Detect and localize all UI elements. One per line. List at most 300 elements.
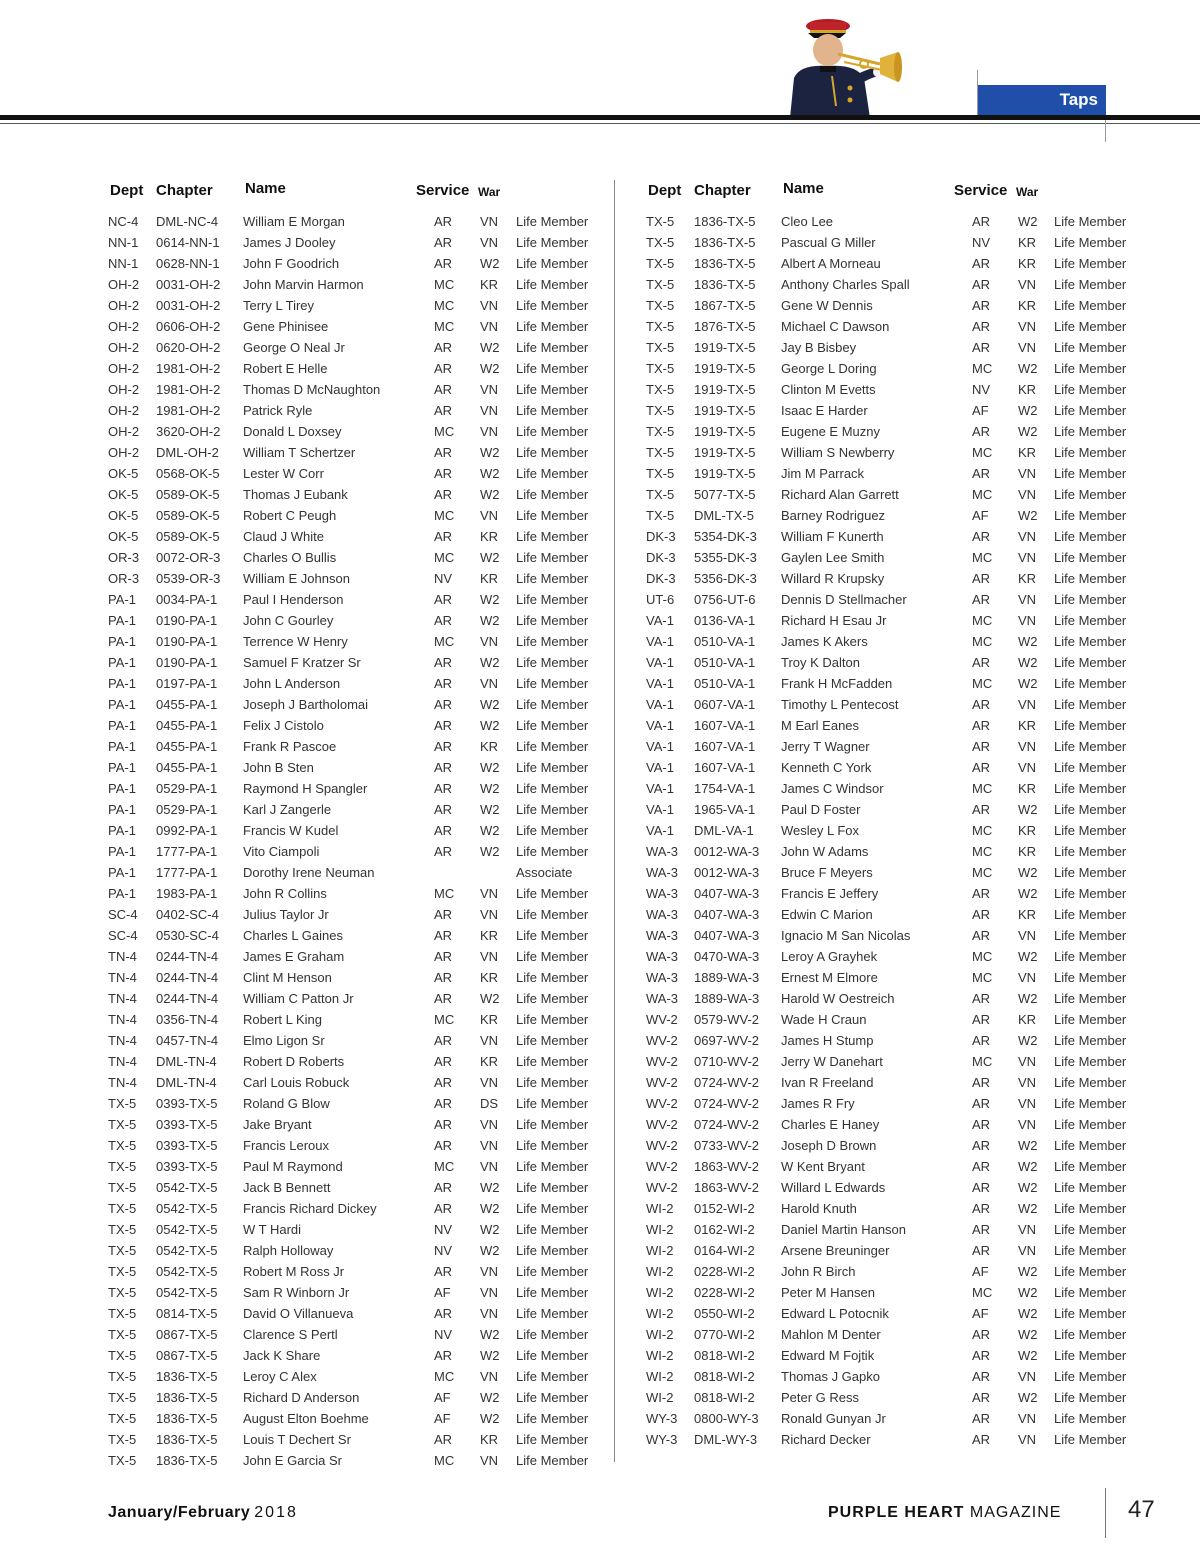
member-chapter: 3620-OH-2	[156, 424, 221, 439]
member-service: AF	[972, 403, 989, 418]
member-war: KR	[480, 529, 499, 544]
member-chapter: 1981-OH-2	[156, 361, 221, 376]
member-status: Life Member	[1054, 718, 1127, 733]
member-service: AR	[434, 256, 453, 271]
member-service: AR	[434, 823, 453, 838]
member-dept: TN-4	[108, 970, 137, 985]
member-dept: TX-5	[646, 508, 675, 523]
member-service: AR	[434, 445, 453, 460]
member-dept: PA-1	[108, 655, 136, 670]
member-status: Life Member	[1054, 1432, 1127, 1447]
member-dept: WI-2	[646, 1369, 674, 1384]
member-war: W2	[1018, 802, 1038, 817]
member-dept: WI-2	[646, 1327, 674, 1342]
member-chapter: 0606-OH-2	[156, 319, 221, 334]
member-dept: TX-5	[646, 487, 675, 502]
member-name: Edward L Potocnik	[781, 1306, 889, 1321]
member-war: VN	[480, 886, 499, 901]
member-status: Life Member	[516, 1306, 589, 1321]
member-name: Francis Leroux	[243, 1138, 329, 1153]
member-name: Albert A Morneau	[781, 256, 881, 271]
member-war: VN	[480, 298, 499, 313]
member-war: VN	[480, 1369, 499, 1384]
member-service: AR	[434, 235, 453, 250]
member-chapter: 0550-WI-2	[694, 1306, 755, 1321]
member-name: Mahlon M Denter	[781, 1327, 881, 1342]
member-name: Kenneth C York	[781, 760, 872, 775]
member-service: AR	[434, 991, 453, 1006]
member-chapter: DML-TN-4	[156, 1075, 217, 1090]
member-war: W2	[1018, 1264, 1038, 1279]
member-status: Life Member	[516, 424, 589, 439]
member-status: Life Member	[516, 1348, 589, 1363]
member-dept: OH-2	[108, 277, 140, 292]
member-service: AR	[972, 907, 991, 922]
member-status: Life Member	[1054, 823, 1127, 838]
member-chapter: 0814-TX-5	[156, 1306, 218, 1321]
member-war: W2	[1018, 508, 1038, 523]
member-chapter: 0800-WY-3	[694, 1411, 759, 1426]
member-dept: PA-1	[108, 823, 136, 838]
member-status: Life Member	[1054, 592, 1127, 607]
member-status: Life Member	[1054, 613, 1127, 628]
member-name: Clarence S Pertl	[243, 1327, 338, 1342]
member-dept: TX-5	[646, 277, 675, 292]
issue-month: January/February	[108, 1504, 251, 1521]
member-dept: TX-5	[108, 1327, 137, 1342]
member-status: Life Member	[516, 844, 589, 859]
member-chapter: 1983-PA-1	[156, 886, 218, 901]
member-name: John F Goodrich	[243, 256, 340, 271]
member-war: VN	[1018, 592, 1037, 607]
member-chapter: 0470-WA-3	[694, 949, 760, 964]
member-name: Samuel F Kratzer Sr	[243, 655, 361, 670]
member-status: Life Member	[516, 214, 589, 229]
member-status: Life Member	[1054, 1348, 1127, 1363]
member-service: AR	[972, 697, 991, 712]
member-status: Life Member	[1054, 739, 1127, 754]
member-dept: TX-5	[108, 1159, 137, 1174]
member-status: Life Member	[1054, 865, 1127, 880]
member-war: VN	[480, 403, 499, 418]
member-name: John W Adams	[781, 844, 869, 859]
member-status: Life Member	[516, 1096, 589, 1111]
member-war: KR	[1018, 844, 1037, 859]
member-name: Barney Rodriguez	[781, 508, 886, 523]
member-status: Life Member	[1054, 781, 1127, 796]
member-chapter: DML-VA-1	[694, 823, 754, 838]
member-name: Wesley L Fox	[781, 823, 860, 838]
member-name: Willard L Edwards	[781, 1180, 886, 1195]
member-service: AR	[434, 214, 453, 229]
member-dept: PA-1	[108, 592, 136, 607]
member-service: AR	[434, 1117, 453, 1132]
member-name: Lester W Corr	[243, 466, 324, 481]
member-war: W2	[1018, 676, 1038, 691]
member-name: John C Gourley	[243, 613, 334, 628]
member-war: VN	[480, 1033, 499, 1048]
member-status: Life Member	[516, 277, 589, 292]
member-status: Life Member	[1054, 1075, 1127, 1090]
member-chapter: 0818-WI-2	[694, 1369, 755, 1384]
member-status: Life Member	[516, 823, 589, 838]
member-war: W2	[480, 550, 500, 565]
member-chapter: 1981-OH-2	[156, 403, 221, 418]
member-dept: TX-5	[646, 340, 675, 355]
member-name: Thomas J Gapko	[781, 1369, 880, 1384]
chapter-header: Chapter	[694, 182, 751, 199]
member-war: W2	[480, 1327, 500, 1342]
member-chapter: 0579-WV-2	[694, 1012, 760, 1027]
member-service: MC	[972, 1054, 993, 1069]
member-chapter: 0614-NN-1	[156, 235, 220, 250]
member-status: Life Member	[1054, 949, 1127, 964]
member-status: Life Member	[1054, 760, 1127, 775]
member-chapter: 0393-TX-5	[156, 1138, 218, 1153]
dept-header: Dept	[110, 182, 144, 199]
member-dept: PA-1	[108, 634, 136, 649]
member-service: AR	[972, 1201, 991, 1216]
member-name: Leroy C Alex	[243, 1369, 317, 1384]
member-status: Life Member	[1054, 1054, 1127, 1069]
member-dept: WI-2	[646, 1348, 674, 1363]
member-service: AR	[972, 1411, 991, 1426]
member-service: MC	[972, 865, 993, 880]
member-service: MC	[434, 424, 455, 439]
member-war: W2	[1018, 634, 1038, 649]
member-chapter: 0530-SC-4	[156, 928, 219, 943]
member-war: VN	[480, 1117, 499, 1132]
member-name: Julius Taylor Jr	[243, 907, 329, 922]
member-dept: TX-5	[108, 1201, 137, 1216]
member-war: VN	[1018, 739, 1037, 754]
member-dept: TX-5	[646, 403, 675, 418]
member-service: AR	[972, 1096, 991, 1111]
member-name: Bruce F Meyers	[781, 865, 873, 880]
member-war: KR	[1018, 445, 1037, 460]
member-dept: TX-5	[108, 1453, 137, 1468]
member-chapter: 0190-PA-1	[156, 634, 218, 649]
member-status: Life Member	[516, 928, 589, 943]
member-service: AR	[434, 1054, 453, 1069]
member-name: Ivan R Freeland	[781, 1075, 874, 1090]
member-dept: TX-5	[108, 1390, 137, 1405]
member-chapter: 0589-OK-5	[156, 529, 220, 544]
member-service: AR	[972, 1327, 991, 1342]
member-status: Life Member	[1054, 487, 1127, 502]
member-status: Life Member	[516, 403, 589, 418]
member-name: Jack B Bennett	[243, 1180, 331, 1195]
member-dept: WA-3	[646, 844, 679, 859]
member-war: KR	[480, 1432, 499, 1447]
member-status: Life Member	[516, 1390, 589, 1405]
member-dept: OH-2	[108, 298, 140, 313]
member-status: Life Member	[1054, 697, 1127, 712]
member-chapter: 1919-TX-5	[694, 445, 756, 460]
member-name: Francis Richard Dickey	[243, 1201, 377, 1216]
member-service: AR	[972, 1180, 991, 1195]
member-war: VN	[1018, 1054, 1037, 1069]
member-chapter: 0228-WI-2	[694, 1264, 755, 1279]
member-chapter: 0510-VA-1	[694, 676, 756, 691]
member-status: Life Member	[1054, 298, 1127, 313]
member-status: Life Member	[1054, 1243, 1127, 1258]
member-name: Wade H Craun	[781, 1012, 867, 1027]
member-name: Vito Ciampoli	[243, 844, 320, 859]
member-status: Life Member	[516, 1369, 589, 1384]
member-chapter: 0164-WI-2	[694, 1243, 755, 1258]
member-name: Peter G Ress	[781, 1390, 860, 1405]
member-dept: VA-1	[646, 802, 674, 817]
member-dept: NN-1	[108, 256, 139, 271]
member-chapter: 1863-WV-2	[694, 1180, 760, 1195]
member-dept: TX-5	[108, 1138, 137, 1153]
member-chapter: 1889-WA-3	[694, 970, 760, 985]
member-war: KR	[1018, 235, 1037, 250]
member-chapter: 0190-PA-1	[156, 613, 218, 628]
member-name: William F Kunerth	[781, 529, 884, 544]
member-status: Life Member	[516, 718, 589, 733]
member-status: Life Member	[516, 1411, 589, 1426]
member-dept: DK-3	[646, 571, 676, 586]
member-status: Life Member	[516, 1159, 589, 1174]
member-status: Life Member	[516, 361, 589, 376]
member-name: John B Sten	[243, 760, 314, 775]
member-service: AR	[972, 760, 991, 775]
member-status: Life Member	[1054, 802, 1127, 817]
member-service: AR	[434, 1033, 453, 1048]
member-chapter: 0510-VA-1	[694, 655, 756, 670]
member-status: Life Member	[516, 1327, 589, 1342]
member-chapter: 0589-OK-5	[156, 508, 220, 523]
member-status: Life Member	[516, 760, 589, 775]
member-name: Jerry T Wagner	[781, 739, 870, 754]
member-name: Isaac E Harder	[781, 403, 868, 418]
member-status: Life Member	[1054, 571, 1127, 586]
member-dept: WV-2	[646, 1033, 678, 1048]
member-service: AR	[972, 928, 991, 943]
member-service: AR	[434, 1264, 453, 1279]
member-name: Harold W Oestreich	[781, 991, 895, 1006]
member-status: Life Member	[1054, 550, 1127, 565]
member-war: VN	[1018, 613, 1037, 628]
member-name: Patrick Ryle	[243, 403, 313, 418]
war-header: War	[1016, 185, 1039, 199]
member-service: AR	[434, 466, 453, 481]
member-name: William E Johnson	[243, 571, 350, 586]
member-dept: NC-4	[108, 214, 139, 229]
member-dept: OH-2	[108, 340, 140, 355]
member-chapter: 0457-TN-4	[156, 1033, 219, 1048]
member-name: Donald L Doxsey	[243, 424, 342, 439]
member-dept: WI-2	[646, 1222, 674, 1237]
member-chapter: 0724-WV-2	[694, 1096, 760, 1111]
member-service: MC	[434, 1159, 455, 1174]
member-service: AR	[434, 760, 453, 775]
member-name: Jack K Share	[243, 1348, 321, 1363]
member-chapter: 1836-TX-5	[156, 1453, 218, 1468]
member-war: VN	[1018, 697, 1037, 712]
member-chapter: 0542-TX-5	[156, 1180, 218, 1195]
member-dept: OH-2	[108, 445, 140, 460]
member-war: VN	[480, 634, 499, 649]
member-war: W2	[480, 256, 500, 271]
member-name: Terry L Tirey	[243, 298, 315, 313]
member-status: Life Member	[516, 466, 589, 481]
member-war: W2	[480, 1180, 500, 1195]
member-status: Life Member	[1054, 340, 1127, 355]
member-status: Life Member	[516, 655, 589, 670]
member-war: VN	[1018, 340, 1037, 355]
member-status: Life Member	[1054, 361, 1127, 376]
member-dept: TN-4	[108, 1012, 137, 1027]
member-service: NV	[972, 235, 991, 250]
member-war: VN	[480, 214, 499, 229]
member-chapter: 0697-WV-2	[694, 1033, 760, 1048]
member-service: AF	[972, 1306, 989, 1321]
member-name: W Kent Bryant	[781, 1159, 865, 1174]
member-service: AF	[972, 1264, 989, 1279]
member-chapter: 5356-DK-3	[694, 571, 757, 586]
member-name: Paul I Henderson	[243, 592, 344, 607]
member-name: Robert D Roberts	[243, 1054, 345, 1069]
member-name: William C Patton Jr	[243, 991, 354, 1006]
member-service: AR	[434, 340, 453, 355]
member-dept: WA-3	[646, 907, 679, 922]
member-status: Life Member	[1054, 277, 1127, 292]
member-dept: WV-2	[646, 1138, 678, 1153]
member-service: MC	[972, 1285, 993, 1300]
taps-divider-lower	[1105, 120, 1106, 142]
member-dept: SC-4	[108, 907, 138, 922]
member-chapter: DML-WY-3	[694, 1432, 758, 1447]
member-dept: TX-5	[108, 1306, 137, 1321]
member-war: W2	[1018, 403, 1038, 418]
member-war: VN	[480, 1159, 499, 1174]
member-name: Cleo Lee	[781, 214, 834, 229]
member-name: Richard Decker	[781, 1432, 871, 1447]
member-name: Elmo Ligon Sr	[243, 1033, 325, 1048]
member-war: VN	[480, 1138, 499, 1153]
member-dept: VA-1	[646, 655, 674, 670]
section-label-text: Taps	[1059, 90, 1098, 109]
member-dept: WV-2	[646, 1054, 678, 1069]
member-dept: OH-2	[108, 403, 140, 418]
member-dept: VA-1	[646, 781, 674, 796]
member-service: AR	[434, 361, 453, 376]
member-status: Life Member	[516, 634, 589, 649]
member-status: Life Member	[516, 487, 589, 502]
member-service: AR	[972, 1369, 991, 1384]
member-name: Robert E Helle	[243, 361, 328, 376]
member-name: James R Fry	[781, 1096, 855, 1111]
member-status: Life Member	[516, 907, 589, 922]
member-chapter: 1889-WA-3	[694, 991, 760, 1006]
member-war: KR	[1018, 571, 1037, 586]
column-divider	[614, 180, 615, 1462]
member-dept: VA-1	[646, 718, 674, 733]
member-status: Life Member	[1054, 1411, 1127, 1426]
member-war: W2	[480, 802, 500, 817]
member-chapter: 0455-PA-1	[156, 718, 218, 733]
member-service: MC	[972, 823, 993, 838]
member-chapter: 1876-TX-5	[694, 319, 756, 334]
member-dept: TX-5	[108, 1117, 137, 1132]
member-chapter: 1919-TX-5	[694, 382, 756, 397]
member-name: Willard R Krupsky	[781, 571, 885, 586]
member-name: John R Birch	[781, 1264, 856, 1279]
member-status: Life Member	[1054, 424, 1127, 439]
member-chapter: 0529-PA-1	[156, 781, 218, 796]
member-service: AR	[434, 1306, 453, 1321]
member-chapter: 5077-TX-5	[694, 487, 756, 502]
member-war: VN	[480, 949, 499, 964]
member-war: W2	[1018, 1348, 1038, 1363]
member-status: Life Member	[516, 676, 589, 691]
member-chapter: 1836-TX-5	[694, 214, 756, 229]
member-dept: VA-1	[646, 739, 674, 754]
member-war: VN	[480, 508, 499, 523]
member-status: Life Member	[1054, 1159, 1127, 1174]
member-war: W2	[1018, 1390, 1038, 1405]
member-chapter: 1777-PA-1	[156, 844, 218, 859]
member-name: Harold Knuth	[781, 1201, 857, 1216]
member-service: MC	[972, 844, 993, 859]
member-status: Life Member	[1054, 928, 1127, 943]
member-status: Life Member	[516, 1054, 589, 1069]
member-service: MC	[434, 508, 455, 523]
member-chapter: 1919-TX-5	[694, 361, 756, 376]
member-status: Life Member	[516, 340, 589, 355]
member-name: Gene W Dennis	[781, 298, 873, 313]
member-dept: OR-3	[108, 550, 140, 565]
member-chapter: 0539-OR-3	[156, 571, 221, 586]
member-dept: OH-2	[108, 361, 140, 376]
member-service: AR	[972, 802, 991, 817]
member-name: Sam R Winborn Jr	[243, 1285, 350, 1300]
name-header: Name	[245, 180, 286, 197]
member-name: Edwin C Marion	[781, 907, 873, 922]
member-service: MC	[972, 634, 993, 649]
member-chapter: 0756-UT-6	[694, 592, 756, 607]
member-dept: PA-1	[108, 676, 136, 691]
header-rule	[0, 115, 1200, 120]
member-chapter: 0012-WA-3	[694, 865, 760, 880]
member-status: Life Member	[516, 613, 589, 628]
member-chapter: 0733-WV-2	[694, 1138, 760, 1153]
member-name: Jake Bryant	[243, 1117, 312, 1132]
member-service: AR	[434, 403, 453, 418]
magazine-title-bold: PURPLE HEART	[828, 1504, 965, 1521]
member-chapter: 0589-OK-5	[156, 487, 220, 502]
dept-header: Dept	[648, 182, 682, 199]
member-war: W2	[480, 1348, 500, 1363]
member-name: James H Stump	[781, 1033, 874, 1048]
member-war: W2	[480, 613, 500, 628]
magazine-title-light: MAGAZINE	[969, 1504, 1062, 1521]
member-war: W2	[480, 1243, 500, 1258]
member-status: Life Member	[1054, 1327, 1127, 1342]
member-name: Gaylen Lee Smith	[781, 550, 885, 565]
member-service: AR	[434, 949, 453, 964]
member-status: Life Member	[516, 1075, 589, 1090]
member-war: W2	[1018, 1138, 1038, 1153]
member-dept: TX-5	[108, 1222, 137, 1237]
member-chapter: 0542-TX-5	[156, 1243, 218, 1258]
member-dept: TN-4	[108, 991, 137, 1006]
member-war: W2	[480, 445, 500, 460]
member-chapter: 0244-TN-4	[156, 949, 219, 964]
